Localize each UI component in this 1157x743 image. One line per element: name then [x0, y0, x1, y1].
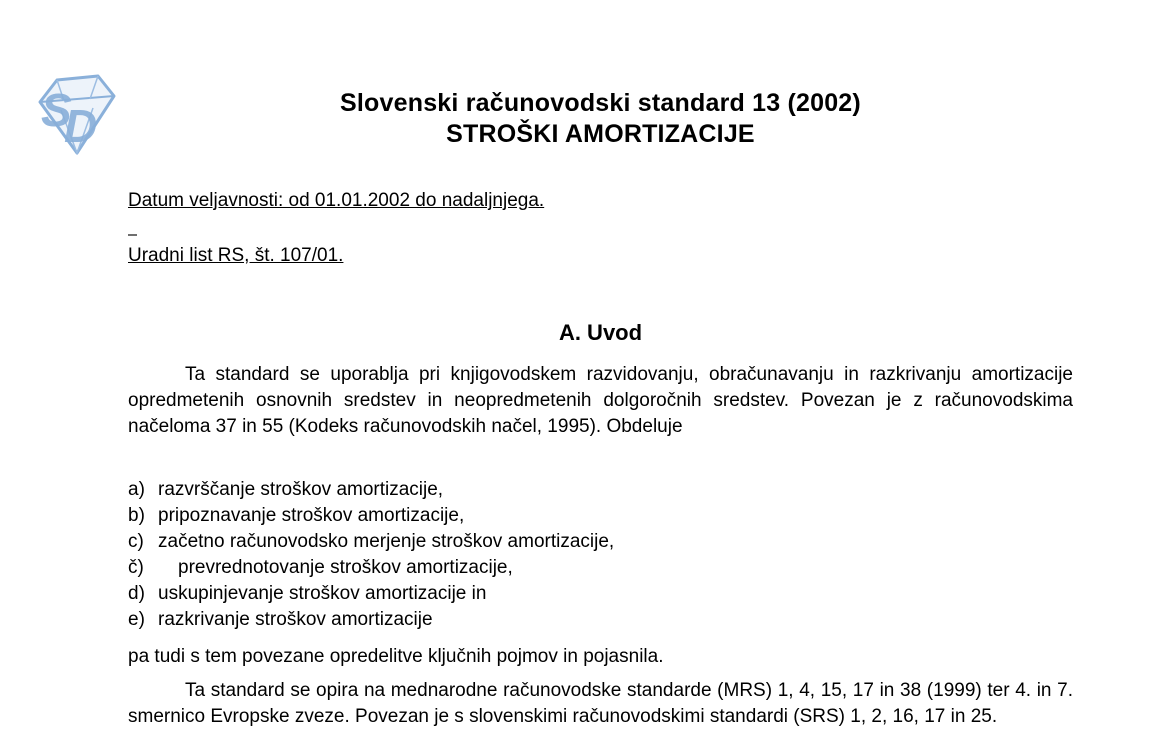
validity-date-text: Datum veljavnosti: od 01.01.2002 do nadaljnjega.	[128, 190, 545, 211]
list-item	[128, 529, 1073, 555]
list-item-text: prevrednotovanje stroškov amortizacije,	[178, 557, 513, 578]
validity-date-line	[128, 188, 1073, 214]
underscore-mark	[128, 234, 137, 236]
list-item-text: začetno računovodsko merjenje stroškov amortizacije,	[158, 531, 615, 552]
list-item-text: uskupinjevanje stroškov amortizacije in	[158, 583, 487, 604]
official-gazette-text: Uradni list RS, št. 107/01.	[128, 245, 344, 266]
list-item	[128, 607, 1073, 633]
official-gazette-line	[128, 243, 1073, 269]
document-title	[128, 88, 1073, 150]
amortization-topics-list	[128, 477, 1073, 633]
list-closing-line: pa tudi s tem povezane opredelitve ključnih pojmov in pojasnila.	[128, 646, 664, 667]
svg-text:D: D	[64, 100, 98, 152]
list-item-label: a)	[128, 479, 145, 500]
list-item-label: e)	[128, 609, 145, 630]
list-item-label: d)	[128, 583, 145, 604]
section-heading-uvod: A. Uvod	[558, 320, 643, 345]
list-item	[128, 555, 1073, 581]
list-item-text: razvrščanje stroškov amortizacije,	[158, 479, 444, 500]
sd-diamond-logo	[33, 68, 119, 160]
list-item-text: razkrivanje stroškov amortizacije	[158, 609, 433, 630]
list-item	[128, 503, 1073, 529]
document-title-line2: STROŠKI AMORTIZACIJE	[446, 120, 755, 148]
svg-text:S: S	[41, 84, 72, 136]
list-item-label: b)	[128, 505, 145, 526]
sd-diamond-logo-icon	[33, 68, 119, 160]
list-item	[128, 581, 1073, 607]
intro-paragraph: Ta standard se uporablja pri knjigovodskem razvidovanju, obračunavanju in razkrivanju amortizacije opredmetenih osnovnih sredstev in neopredmetenih dolgoročnih sredstev. Povezan je z računovodskima načeloma 37 in 55 (Kodeks računovodskih načel, 1995). Obdeluje	[128, 364, 1073, 437]
list-item-text: pripoznavanje stroškov amortizacije,	[158, 505, 465, 526]
list-item-label: č)	[128, 557, 144, 578]
document-title-line1: Slovenski računovodski standard 13 (2002)	[340, 89, 861, 117]
list-item-label: c)	[128, 531, 144, 552]
references-paragraph: Ta standard se opira na mednarodne računovodske standarde (MRS) 1, 4, 15, 17 in 38 (1999) ter 4. in 7. smernico Evropske zveze. Povezan je s slovenskimi računovodskimi standardi (SRS) 1, 2, 16, 17 in 25.	[128, 680, 1073, 727]
list-item	[128, 477, 1073, 503]
